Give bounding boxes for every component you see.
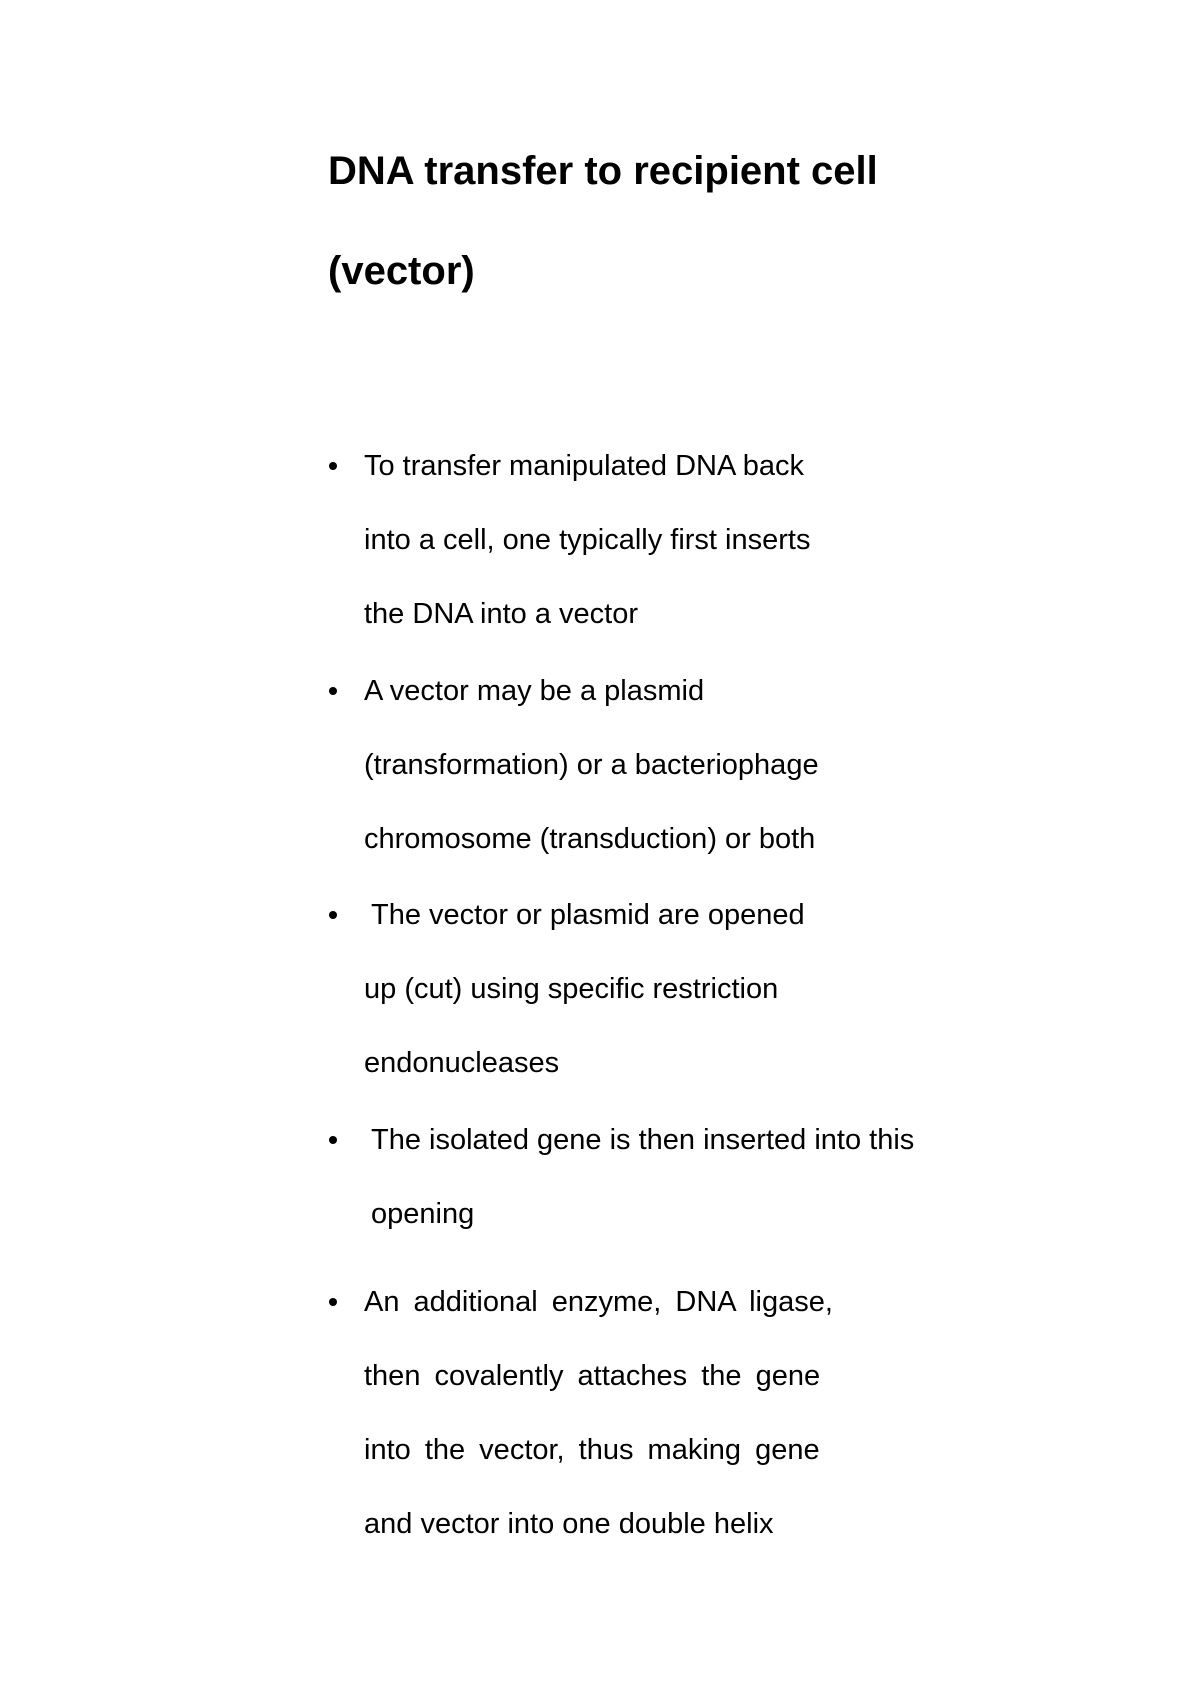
- bullet-icon: [329, 462, 337, 470]
- bullet-icon: [329, 1298, 337, 1306]
- bullet-3-line-2: up (cut) using specific restriction: [364, 973, 779, 1005]
- bullet-4-line-1: The isolated gene is then inserted into this: [371, 1124, 915, 1156]
- bullet-2-line-1: A vector may be a plasmid: [364, 675, 705, 707]
- bullet-5-line-2: then covalently attaches the gene: [364, 1360, 821, 1392]
- bullet-icon: [329, 911, 337, 919]
- bullet-2-line-2: (transformation) or a bacteriophage: [364, 749, 819, 781]
- bullet-3-line-3: endonucleases: [364, 1047, 560, 1079]
- bullet-2-line-3: chromosome (transduction) or both: [364, 823, 816, 855]
- bullet-icon: [329, 1136, 337, 1144]
- bullet-5-line-1: An additional enzyme, DNA ligase,: [364, 1286, 833, 1318]
- bullet-5-line-3: into the vector, thus making gene: [364, 1434, 820, 1466]
- page-title-line-2: (vector): [328, 249, 475, 293]
- bullet-1-line-2: into a cell, one typically first inserts: [364, 524, 811, 556]
- bullet-4-line-2: opening: [371, 1198, 475, 1230]
- page-title-line-1: DNA transfer to recipient cell: [328, 149, 878, 193]
- bullet-5-line-4: and vector into one double helix: [364, 1508, 774, 1540]
- bullet-icon: [329, 687, 337, 695]
- bullet-1-line-1: To transfer manipulated DNA back: [364, 450, 805, 482]
- bullet-1-line-3: the DNA into a vector: [364, 598, 639, 630]
- bullet-3-line-1: The vector or plasmid are opened: [371, 899, 805, 931]
